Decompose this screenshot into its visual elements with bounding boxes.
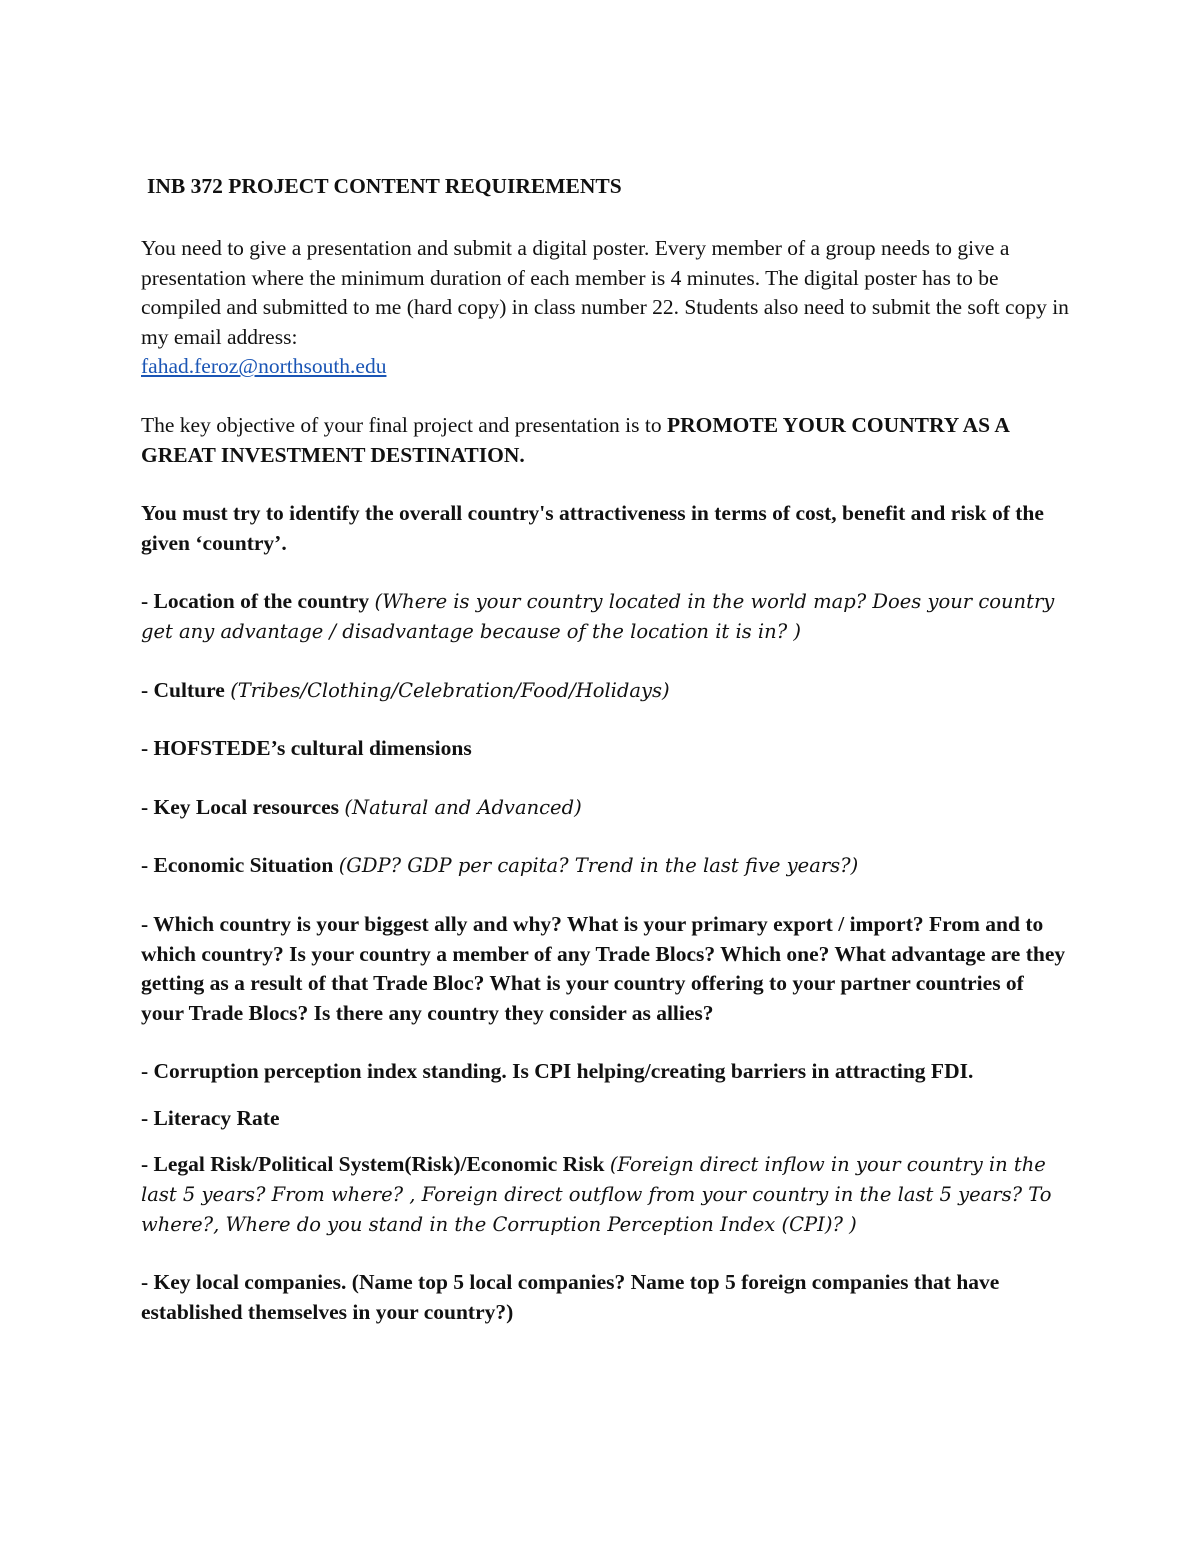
list-item-allies-trade [141,910,1071,1028]
list-item-resources [141,793,1071,823]
item-label: - Corruption perception index standing. Is CPI helping/creating barriers in attracting FDI. [141,1059,974,1084]
list-item-location [141,587,1071,646]
intro-text: You need to give a presentation and submit a digital poster. Every member of a group needs to give a presentation where the minimum duration of each member is 4 minutes. The digital poster has to be compiled and submitted to me (hard copy) in class number 22. Students also need to submit the soft copy in my email address: [141,236,1069,349]
item-label: - HOFSTEDE’s cultural dimensions [141,736,472,761]
objective-lead: The key objective of your final project and presentation is to [141,412,667,437]
item-label: - Legal Risk/Political System(Risk)/Economic Risk [141,1152,610,1177]
list-item-risk [141,1150,1071,1239]
item-label: - Key Local resources [141,794,345,819]
item-note: (Tribes/Clothing/Celebration/Food/Holidays) [230,678,670,702]
list-item-cpi [141,1057,1071,1087]
item-note: (Foreign direct inflow in your country in the last 5 years? From where? , Foreign direct outflow from your country in the last 5 years? To where?, Where do you stand in the Corruption Perception Index (CPI)? ) [141,1153,1052,1236]
item-note: (GDP? GDP per capita? Trend in the last five years?) [338,854,859,878]
list-item-culture [141,676,1071,706]
item-note: (Where is your country located in the world map? Does your country get any advantage / disadvantage because of the location it is in? ) [141,590,1055,643]
item-label: - Which country is your biggest ally and why? What is your primary export / import? From and to which country? Is your country a member of any Trade Blocs? Which one? What advantage are they getting as a result of that Trade Bloc? What is your country offering to your partner countries of your Trade Blocs? Is there any country they consider as allies? [141,911,1066,1025]
email-link[interactable]: fahad.feroz@northsouth.edu [141,354,387,379]
item-note: (Natural and Advanced) [344,795,582,819]
list-item-companies [141,1268,1071,1327]
instruction-paragraph: You must try to identify the overall country's attractiveness in terms of cost, benefit and risk of the given ‘country’. [141,501,1044,555]
item-label: - Key local companies. (Name top 5 local companies? Name top 5 foreign companies that have established themselves in your country?) [141,1270,1000,1324]
document-page [141,168,1071,1356]
list-item-hofstede [141,734,1071,764]
item-label: - Culture [141,677,231,702]
intro-paragraph [141,234,1071,382]
list-item-economic-situation [141,851,1071,881]
item-label: - Economic Situation [141,853,339,878]
document-title: INB 372 PROJECT CONTENT REQUIREMENTS [147,174,622,198]
item-label: - Location of the country [141,589,375,614]
objective-emphasis: PROMOTE YOUR COUNTRY AS A GREAT INVESTMENT DESTINATION. [141,412,1009,467]
item-label: - Literacy Rate [141,1105,280,1130]
objective-paragraph [141,411,1071,470]
list-item-literacy [141,1104,1071,1134]
